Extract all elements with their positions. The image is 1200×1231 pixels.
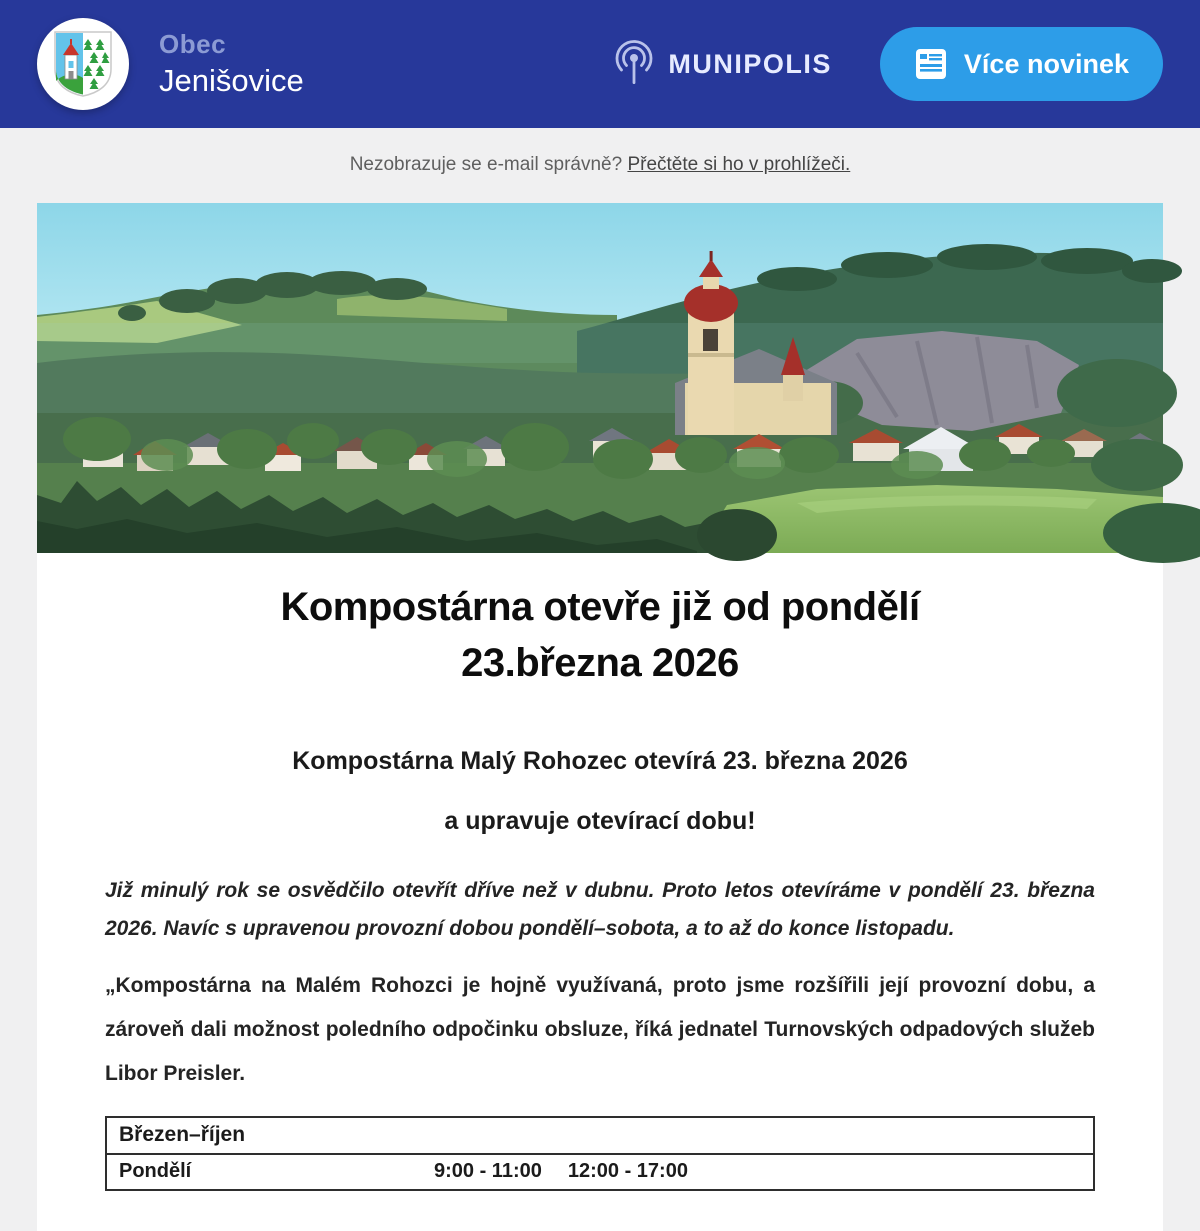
table-day-cell: Pondělí bbox=[119, 1160, 192, 1182]
municipality-logo bbox=[37, 18, 129, 110]
table-row bbox=[107, 1155, 1093, 1189]
munipolis-logo[interactable] bbox=[612, 40, 832, 88]
news-icon bbox=[914, 47, 948, 81]
coat-of-arms-icon bbox=[54, 31, 112, 97]
display-question-text: Nezobrazuje se e-mail správně? bbox=[349, 154, 628, 175]
table-morning-hours-cell: 9:00 - 11:00 bbox=[434, 1160, 542, 1182]
header-bar bbox=[0, 0, 1200, 128]
article-subtitle-line2: a upravuje otevírací dobu! bbox=[444, 807, 756, 835]
more-news-label: Více novinek bbox=[963, 48, 1129, 79]
article-title-line2: 23.března 2026 bbox=[461, 641, 739, 685]
article-subtitle-line1: Kompostárna Malý Rohozec otevírá 23. března 2026 bbox=[292, 747, 908, 775]
org-name-label: Jenišovice bbox=[159, 62, 304, 98]
article-body bbox=[105, 747, 1095, 1191]
article-title-line1: Kompostárna otevře již od pondělí bbox=[280, 585, 920, 629]
view-in-browser-link[interactable]: Přečtěte si ho v prohlížeči. bbox=[627, 154, 851, 175]
village-panorama-photo bbox=[37, 203, 1163, 553]
table-season-header: Březen–říjen bbox=[107, 1118, 1093, 1155]
organization-name bbox=[159, 30, 304, 99]
table-afternoon-hours-cell: 12:00 - 17:00 bbox=[567, 1160, 688, 1182]
article-quote-paragraph: „Kompostárna na Malém Rohozci je hojně využívaná, proto jsme rozšířili její provozní dobu, a zároveň dali možnost poledního odpočinku obsluze, říká jednatel Turnovských odpadových služeb Libor Preisler. bbox=[105, 974, 1095, 1085]
newsletter-card bbox=[37, 203, 1163, 1231]
article-lead-paragraph: Již minulý rok se osvědčilo otevřít dříve než v dubnu. Proto letos otevíráme v pondělí 23. března 2026. Navíc s upravenou provozní dobou pondělí–sobota, a to až do konce listopadu. bbox=[105, 879, 1095, 940]
munipolis-wordmark: MUNIPOLIS bbox=[668, 48, 832, 79]
more-news-button[interactable] bbox=[880, 27, 1163, 101]
article-title bbox=[37, 579, 1163, 691]
opening-hours-table bbox=[105, 1116, 1095, 1191]
broadcast-icon bbox=[612, 40, 656, 88]
org-prefix-label: Obec bbox=[159, 28, 227, 59]
view-in-browser-strip bbox=[0, 128, 1200, 176]
